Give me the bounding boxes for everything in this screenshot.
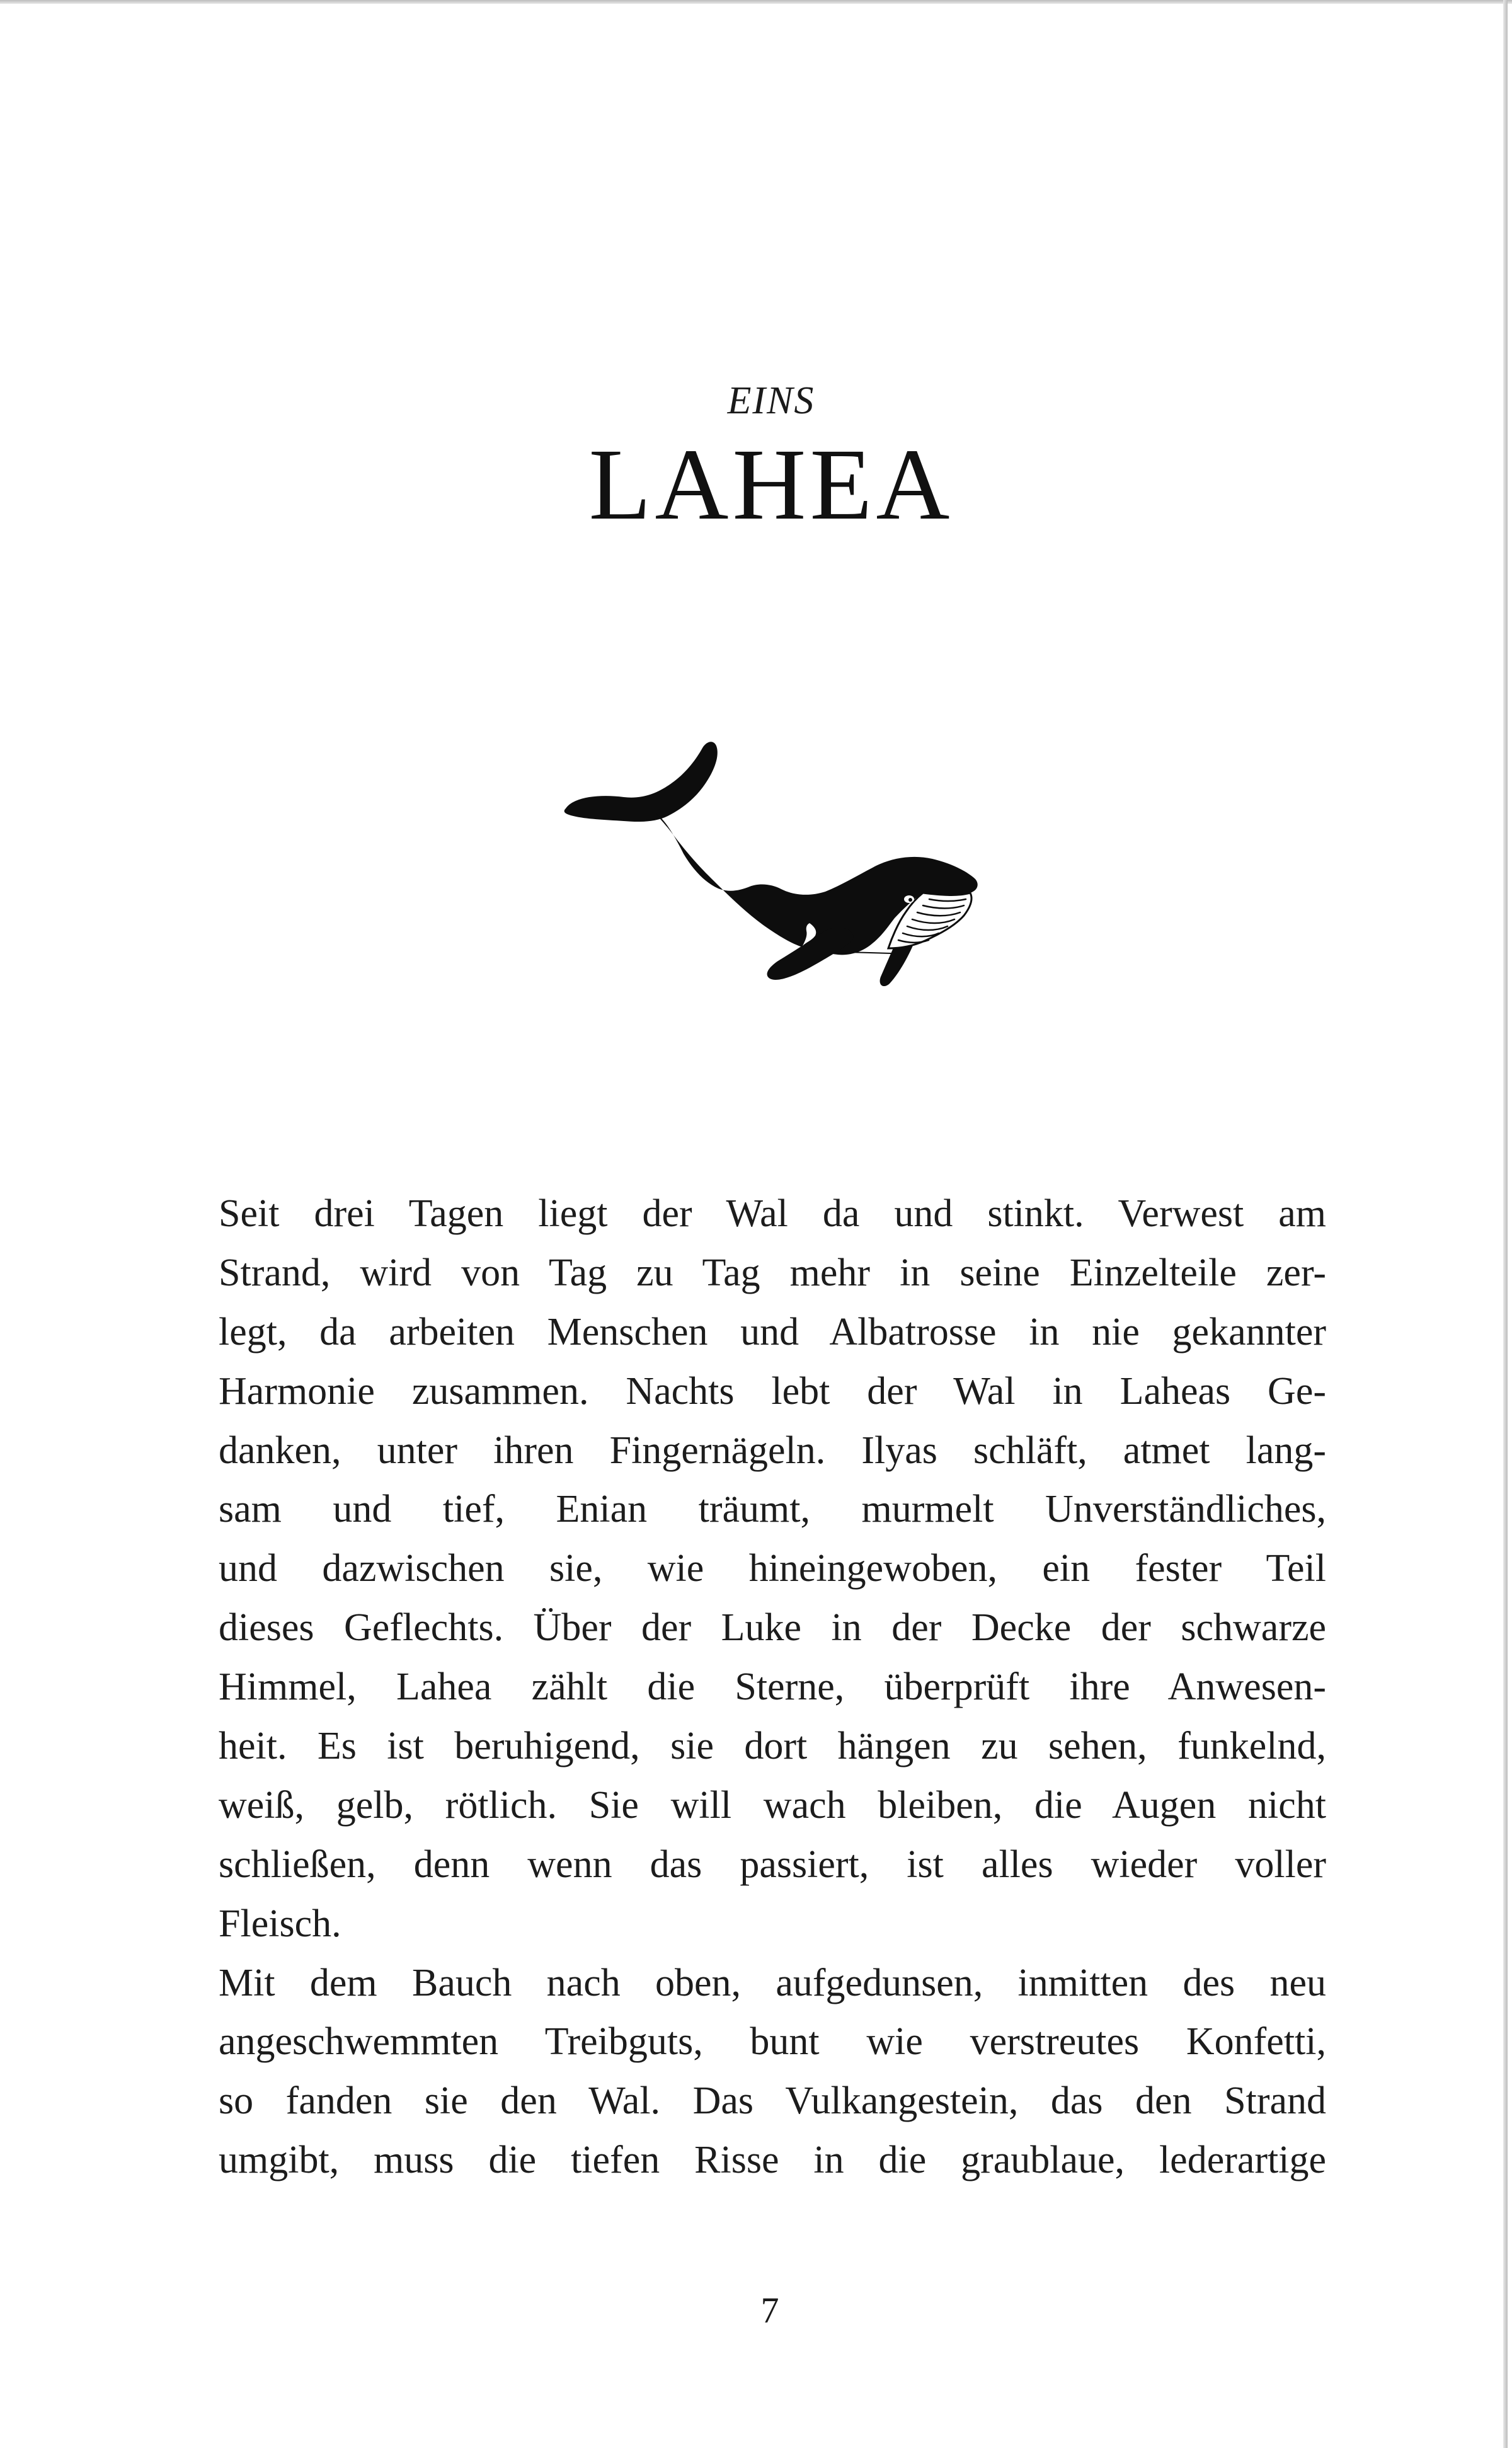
text-line: Fleisch. [219, 1902, 341, 1945]
text-line: weiß, gelb, rötlich. Sie will wach bleiben, die Augen nicht [219, 1783, 1326, 1827]
text-line: schließen, denn wenn das passiert, ist alles wieder voller [219, 1842, 1326, 1886]
text-line: umgibt, muss die tiefen Risse in die graublaue, lederartige [219, 2139, 1326, 2182]
text-line: und dazwischen sie, wie hineingewoben, ein fester Teil [219, 1547, 1326, 1590]
page-right-edge [1503, 0, 1508, 2448]
text-line: Mit dem Bauch nach oben, aufgedunsen, inmitten des neu [219, 1961, 1326, 2004]
humpback-whale-icon [561, 734, 983, 989]
page-top-edge [0, 0, 1512, 4]
text-line: Seit drei Tagen liegt der Wal da und stinkt. Verwest am [219, 1192, 1326, 1235]
text-line: heit. Es ist beruhigend, sie dort hängen zu sehen, funkelnd, [219, 1725, 1326, 1768]
chapter-title: LAHEA [588, 428, 954, 541]
text-line: angeschwemmten Treibguts, bunt wie verstreutes Konfetti, [219, 2020, 1326, 2064]
text-line: Himmel, Lahea zählt die Sterne, überprüft ihre Anwesen- [219, 1665, 1326, 1709]
whale-tail-fluke [564, 742, 718, 822]
text-line: Harmonie zusammen. Nachts lebt der Wal in Laheas Ge- [219, 1369, 1326, 1413]
text-line: dieses Geflechts. Über der Luke in der Decke der schwarze [219, 1606, 1326, 1650]
chapter-number: EINS [727, 379, 815, 422]
text-line: so fanden sie den Wal. Das Vulkangestein, das den Strand [219, 2079, 1326, 2123]
text-line: legt, da arbeiten Menschen und Albatrosse in nie gekannter [219, 1310, 1326, 1353]
paragraph [219, 1954, 1327, 2191]
page-number: 7 [760, 2290, 779, 2331]
text-line: Strand, wird von Tag zu Tag mehr in seine Einzelteile zer- [219, 1251, 1326, 1294]
paragraph [219, 1185, 1327, 1954]
chapter-body-text [219, 1185, 1327, 2190]
text-line: sam und tief, Enian träumt, murmelt Unverständliches, [219, 1488, 1326, 1531]
text-line: danken, unter ihren Fingernägeln. Ilyas schläft, atmet lang- [219, 1428, 1326, 1472]
